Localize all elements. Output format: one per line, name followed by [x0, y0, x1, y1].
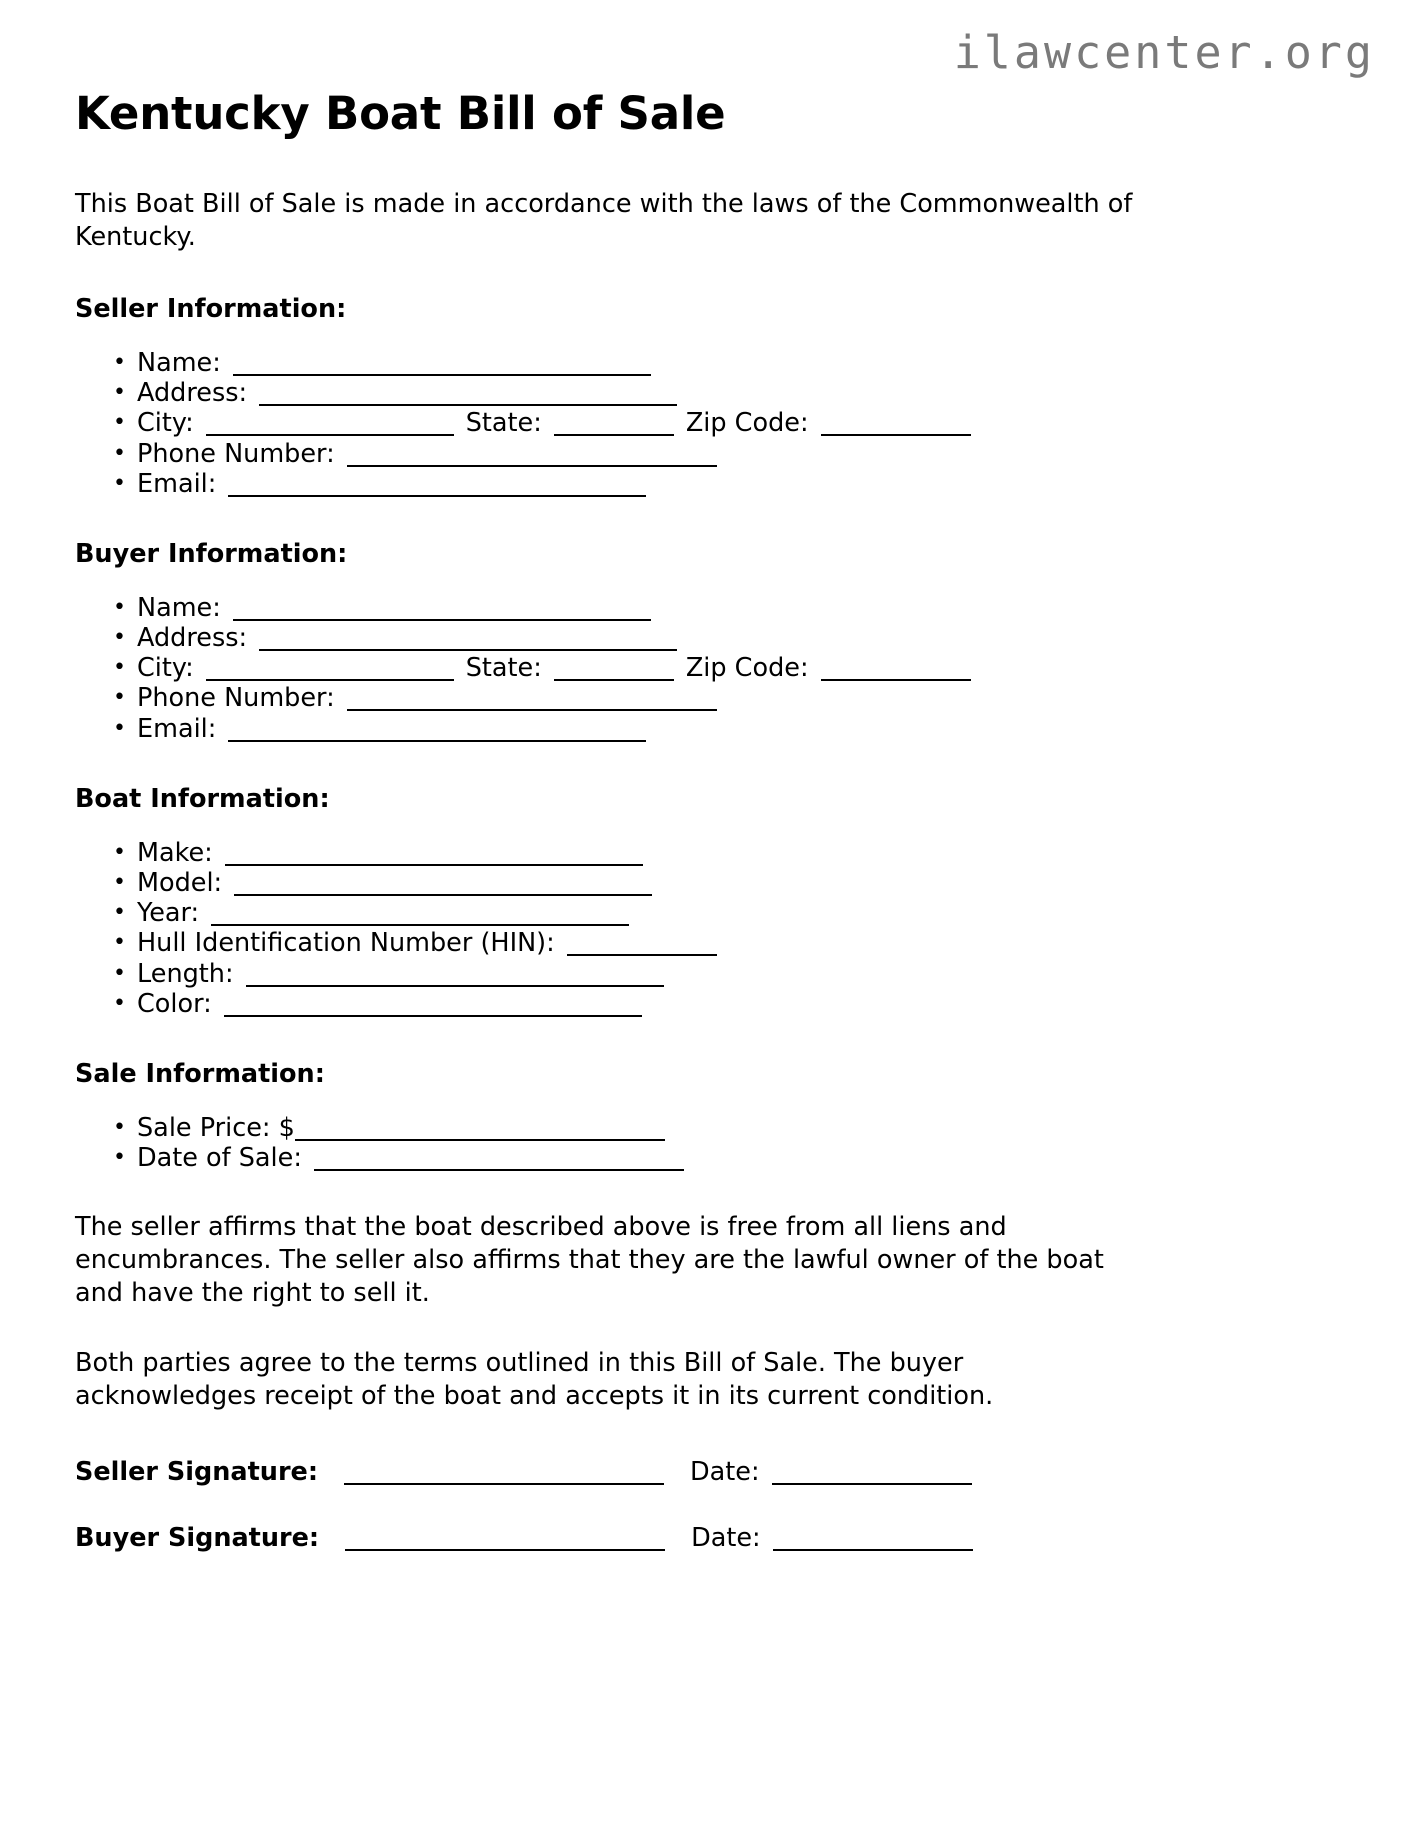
buyer-section-heading: Buyer Information: [75, 538, 348, 569]
buyer-email-row [75, 714, 1335, 744]
boat-section-heading: Boat Information: [75, 783, 330, 814]
page-title: Kentucky Boat Bill of Sale [75, 87, 726, 140]
seller-state-blank[interactable] [554, 434, 674, 436]
boat-make-row [75, 838, 1335, 868]
boat-hin-blank[interactable] [567, 954, 717, 956]
buyer-address-blank[interactable] [259, 649, 677, 651]
buyer-state-label: State: [465, 653, 542, 684]
seller-section-heading: Seller Information: [75, 294, 347, 325]
boat-model-row [75, 868, 1335, 898]
seller-phone-label: Phone Number: [137, 438, 335, 469]
buyer-email-blank[interactable] [228, 740, 646, 742]
seller-address-blank[interactable] [259, 404, 677, 406]
buyer-signature-blank[interactable] [345, 1549, 665, 1551]
buyer-zip-blank[interactable] [821, 679, 971, 681]
buyer-city-row [75, 653, 1335, 683]
seller-signature-row [75, 1413, 1335, 1488]
seller-zip-blank[interactable] [821, 434, 971, 436]
sale-price-label: Sale Price: $ [137, 1112, 295, 1143]
boat-color-row [75, 989, 1335, 1019]
buyer-phone-blank[interactable] [347, 709, 717, 711]
seller-signature-blank[interactable] [344, 1483, 664, 1485]
sale-date-row [75, 1143, 1335, 1173]
buyer-signature-row [75, 1487, 1335, 1554]
buyer-date-blank[interactable] [773, 1549, 973, 1551]
seller-zip-label: Zip Code: [685, 408, 809, 439]
buyer-signature-label: Buyer Signature: [75, 1523, 320, 1554]
document-content [75, 0, 1335, 1554]
boat-year-row [75, 898, 1335, 928]
affirmation-paragraph: The seller affirms that the boat described above is free from all liens and encumbrances. The seller also affirms that they are the lawful owner of the boat and have the right to sell it. [75, 1212, 1104, 1309]
sale-price-blank[interactable] [295, 1139, 665, 1141]
buyer-city-label: City: [137, 653, 194, 684]
buyer-name-row [75, 593, 1335, 623]
buyer-city-blank[interactable] [206, 679, 454, 681]
seller-name-label: Name: [137, 347, 221, 378]
boat-make-label: Make: [137, 837, 213, 868]
boat-length-label: Length: [137, 958, 234, 989]
boat-hin-row [75, 928, 1335, 958]
boat-length-blank[interactable] [246, 985, 664, 987]
boat-year-label: Year: [137, 898, 200, 929]
boat-hin-label: Hull Identification Number (HIN): [137, 928, 555, 959]
boat-length-row [75, 959, 1335, 989]
buyer-name-label: Name: [137, 592, 221, 623]
buyer-phone-row [75, 683, 1335, 713]
seller-phone-row [75, 439, 1335, 469]
seller-state-label: State: [465, 408, 542, 439]
seller-city-row [75, 408, 1335, 438]
buyer-phone-label: Phone Number: [137, 683, 335, 714]
intro-paragraph: This Boat Bill of Sale is made in accordance with the laws of the Commonwealth of Kentucky. [75, 188, 1133, 252]
boat-field-list [75, 816, 1335, 1019]
seller-signature-label: Seller Signature: [75, 1456, 319, 1487]
seller-date-blank[interactable] [772, 1483, 972, 1485]
seller-name-row [75, 348, 1335, 378]
buyer-date-label: Date: [691, 1523, 761, 1554]
boat-color-label: Color: [137, 988, 212, 1019]
sale-price-row [75, 1113, 1335, 1143]
seller-email-blank[interactable] [228, 495, 646, 497]
agreement-paragraph: Both parties agree to the terms outlined in this Bill of Sale. The buyer acknowledges receipt of the boat and accepts it in its current condition. [75, 1347, 994, 1411]
boat-color-blank[interactable] [224, 1015, 642, 1017]
boat-year-blank[interactable] [211, 924, 629, 926]
seller-email-label: Email: [137, 468, 217, 499]
boat-make-blank[interactable] [225, 864, 643, 866]
seller-city-label: City: [137, 408, 194, 439]
seller-address-label: Address: [137, 378, 248, 409]
buyer-address-label: Address: [137, 623, 248, 653]
seller-phone-blank[interactable] [347, 465, 717, 467]
buyer-name-blank[interactable] [233, 619, 651, 621]
site-watermark: ilawcenter.org [953, 26, 1375, 79]
sale-date-blank[interactable] [314, 1169, 684, 1171]
boat-model-label: Model: [137, 867, 223, 898]
seller-date-label: Date: [690, 1456, 760, 1487]
sale-field-list [75, 1091, 1335, 1173]
boat-model-blank[interactable] [234, 894, 652, 896]
seller-address-row [75, 378, 1335, 408]
seller-email-row [75, 469, 1335, 499]
sale-section-heading: Sale Information: [75, 1058, 325, 1089]
buyer-zip-label: Zip Code: [685, 653, 809, 684]
seller-city-blank[interactable] [206, 434, 454, 436]
buyer-field-list [75, 571, 1335, 744]
buyer-address-row [75, 623, 1335, 653]
buyer-email-label: Email: [137, 713, 217, 744]
seller-field-list [75, 326, 1335, 499]
buyer-state-blank[interactable] [554, 679, 674, 681]
seller-name-blank[interactable] [233, 374, 651, 376]
sale-date-label: Date of Sale: [137, 1142, 302, 1173]
